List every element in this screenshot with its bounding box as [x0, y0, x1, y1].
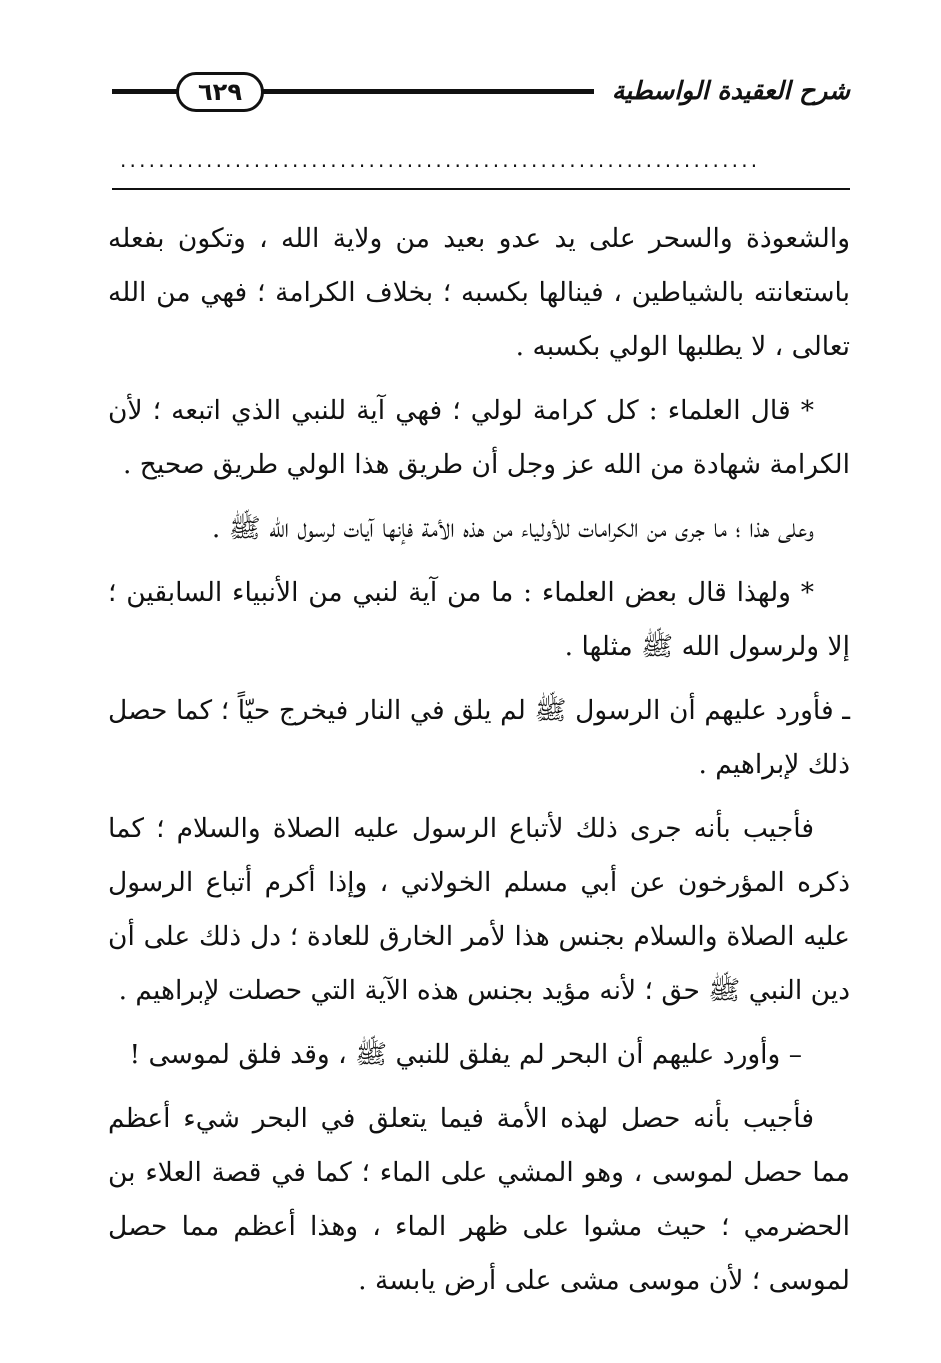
header-rule-right [252, 89, 594, 94]
paragraph: فأجيب بأنه جرى ذلك لأتباع الرسول عليه الصلاة والسلام ؛ كما ذكره المؤرخون عن أبي مسلم الخولاني ، وإذا أكرم أتباع الرسول عليه الصلاة والسلام بجنس هذا لأمر الخارق للعادة ؛ دل ذلك على أن دين النبي ﷺ حق ؛ لأنه مؤيد بجنس هذه الآية التي حصلت لإبراهيم . [108, 813, 850, 1006]
paragraph: فأجيب بأنه حصل لهذه الأمة فيما يتعلق في البحر شيء أعظم مما حصل لموسى ، وهو المشي على الماء ؛ كما في قصة العلاء بن الحضرمي ؛ حيث مشوا على ظهر الماء ، وهذا أعظم مما حصل لموسى ؛ لأن موسى مشى على أرض يابسة . [108, 1103, 850, 1296]
running-title: شرح العقيدة الواسطية [611, 76, 850, 105]
header-rule-left [112, 89, 178, 94]
dotted-divider: ................................................................... [120, 150, 761, 170]
paragraph: والشعوذة والسحر على يد عدو بعيد من ولاية الله ، وتكون بفعله باستعانته بالشياطين ، فينالها بكسبه ؛ بخلاف الكرامة ؛ فهي من الله تعالى ، لا يطلبها الولي بكسبه . [108, 223, 850, 362]
paragraph: وعلى هذا ؛ ما جرى من الكرامات للأولياء من هذه الأمة فإنها آيات لرسول الله ﷺ . [211, 513, 814, 544]
paragraph: ـ فأورد عليهم أن الرسول ﷺ لم يلق في النار فيخرج حيّاً ؛ كما حصل ذلك لإبراهيم . [108, 695, 850, 780]
paragraph: – وأورد عليهم أن البحر لم يفلق للنبي ﷺ ، وقد فلق لموسى ! [129, 1039, 802, 1070]
page-number: ٦٢٩ [176, 72, 264, 112]
header-separator [112, 188, 850, 190]
body-text [108, 212, 850, 1318]
page-header [112, 70, 850, 112]
paragraph: * ولهذا قال بعض العلماء : ما من آية لنبي من الأنبياء السابقين ؛ إلا ولرسول الله ﷺ مثلها . [108, 577, 850, 662]
paragraph: * قال العلماء : كل كرامة لولي ؛ فهي آية للنبي الذي اتبعه ؛ لأن الكرامة شهادة من الله عز وجل أن طريق هذا الولي طريق صحيح . [108, 395, 850, 480]
